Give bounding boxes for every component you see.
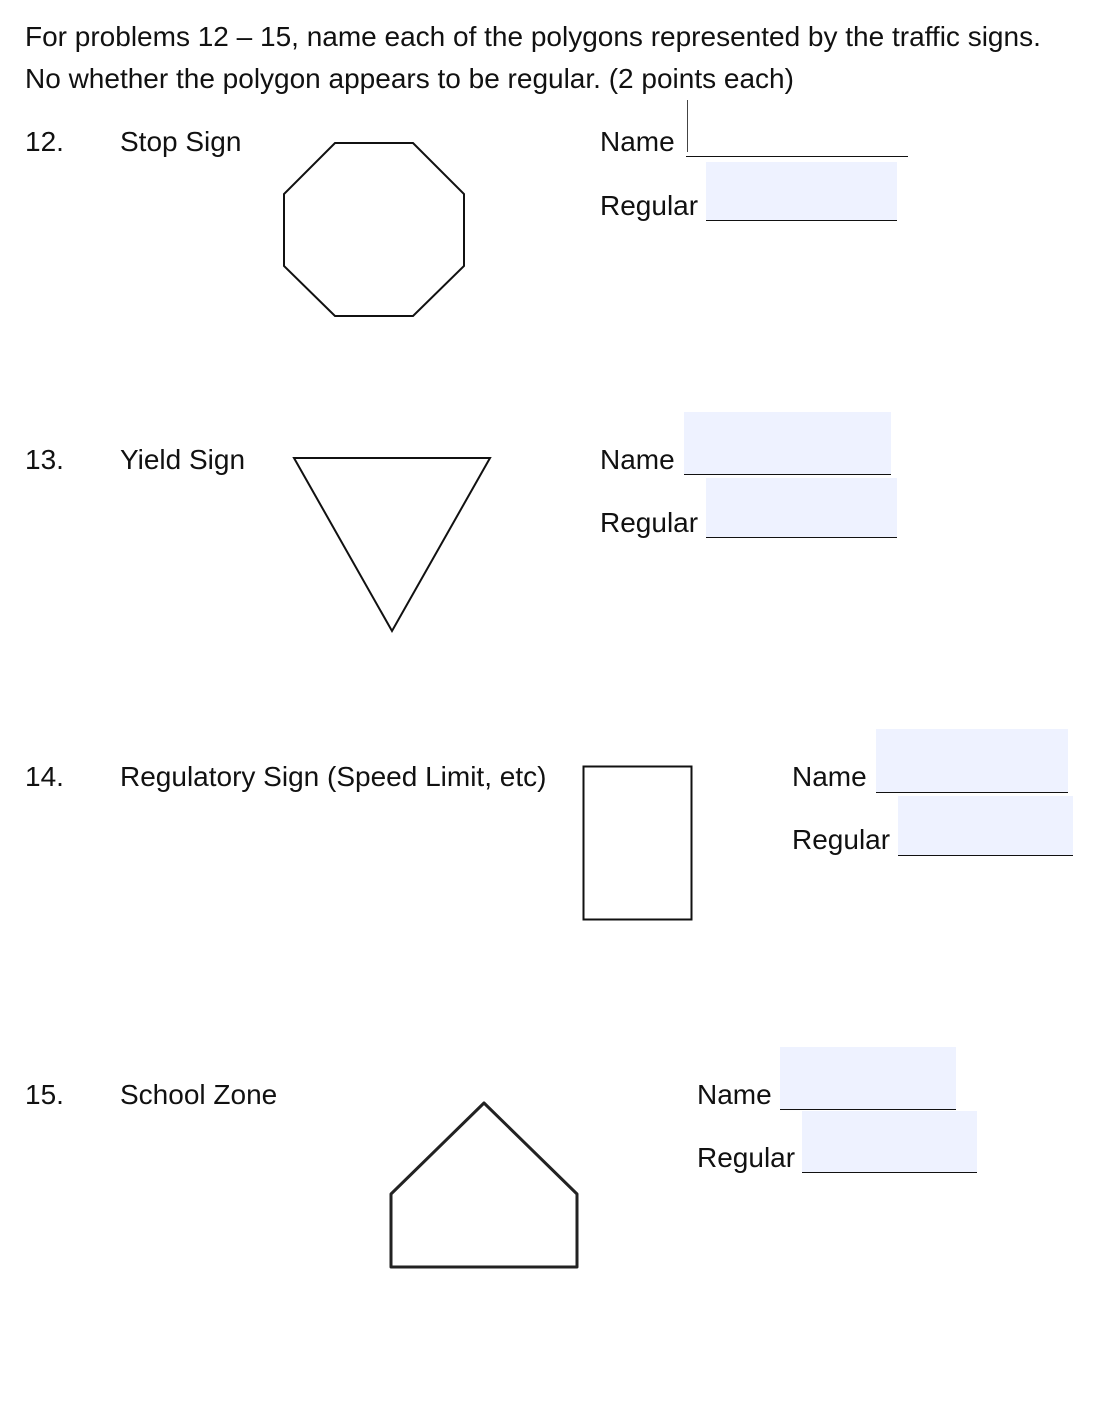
octagon-icon: [280, 140, 470, 320]
regular-label: Regular: [600, 507, 699, 538]
name-field[interactable]: [780, 1047, 956, 1110]
problem-title: Yield Sign: [120, 444, 246, 475]
problem-number: 14.: [25, 761, 64, 792]
name-input[interactable]: [684, 412, 891, 474]
regular-input[interactable]: [802, 1111, 977, 1172]
regular-field[interactable]: [898, 796, 1073, 856]
regular-field[interactable]: [706, 162, 897, 221]
triangle-icon: [290, 455, 495, 635]
name-field[interactable]: [684, 412, 891, 475]
regular-field[interactable]: [802, 1111, 977, 1173]
regular-input[interactable]: [898, 796, 1073, 855]
problem-title: School Zone: [120, 1079, 278, 1110]
regular-label: Regular: [792, 824, 891, 855]
pentagon-icon: [388, 1100, 580, 1272]
rectangle-icon: [582, 765, 694, 923]
instructions-line-2: No whether the polygon appears to be regular. (2 points each): [25, 63, 794, 94]
problem-title: Regulatory Sign (Speed Limit, etc): [120, 761, 547, 792]
name-input[interactable]: [686, 126, 908, 156]
problem-number: 12.: [25, 126, 64, 157]
name-field[interactable]: [686, 126, 908, 157]
name-label: Name: [600, 444, 675, 475]
problem-number: 15.: [25, 1079, 64, 1110]
regular-input[interactable]: [706, 162, 897, 220]
name-label: Name: [697, 1079, 772, 1110]
name-label: Name: [600, 126, 675, 157]
name-input[interactable]: [780, 1047, 956, 1109]
regular-label: Regular: [697, 1142, 796, 1173]
regular-label: Regular: [600, 190, 699, 221]
regular-input[interactable]: [706, 478, 897, 537]
problem-title: Stop Sign: [120, 126, 242, 157]
instructions-line-1: For problems 12 – 15, name each of the polygons represented by the traffic signs.: [25, 21, 1041, 52]
problem-number: 13.: [25, 444, 64, 475]
name-input[interactable]: [876, 729, 1068, 792]
name-label: Name: [792, 761, 867, 792]
name-field[interactable]: [876, 729, 1068, 793]
regular-field[interactable]: [706, 478, 897, 538]
